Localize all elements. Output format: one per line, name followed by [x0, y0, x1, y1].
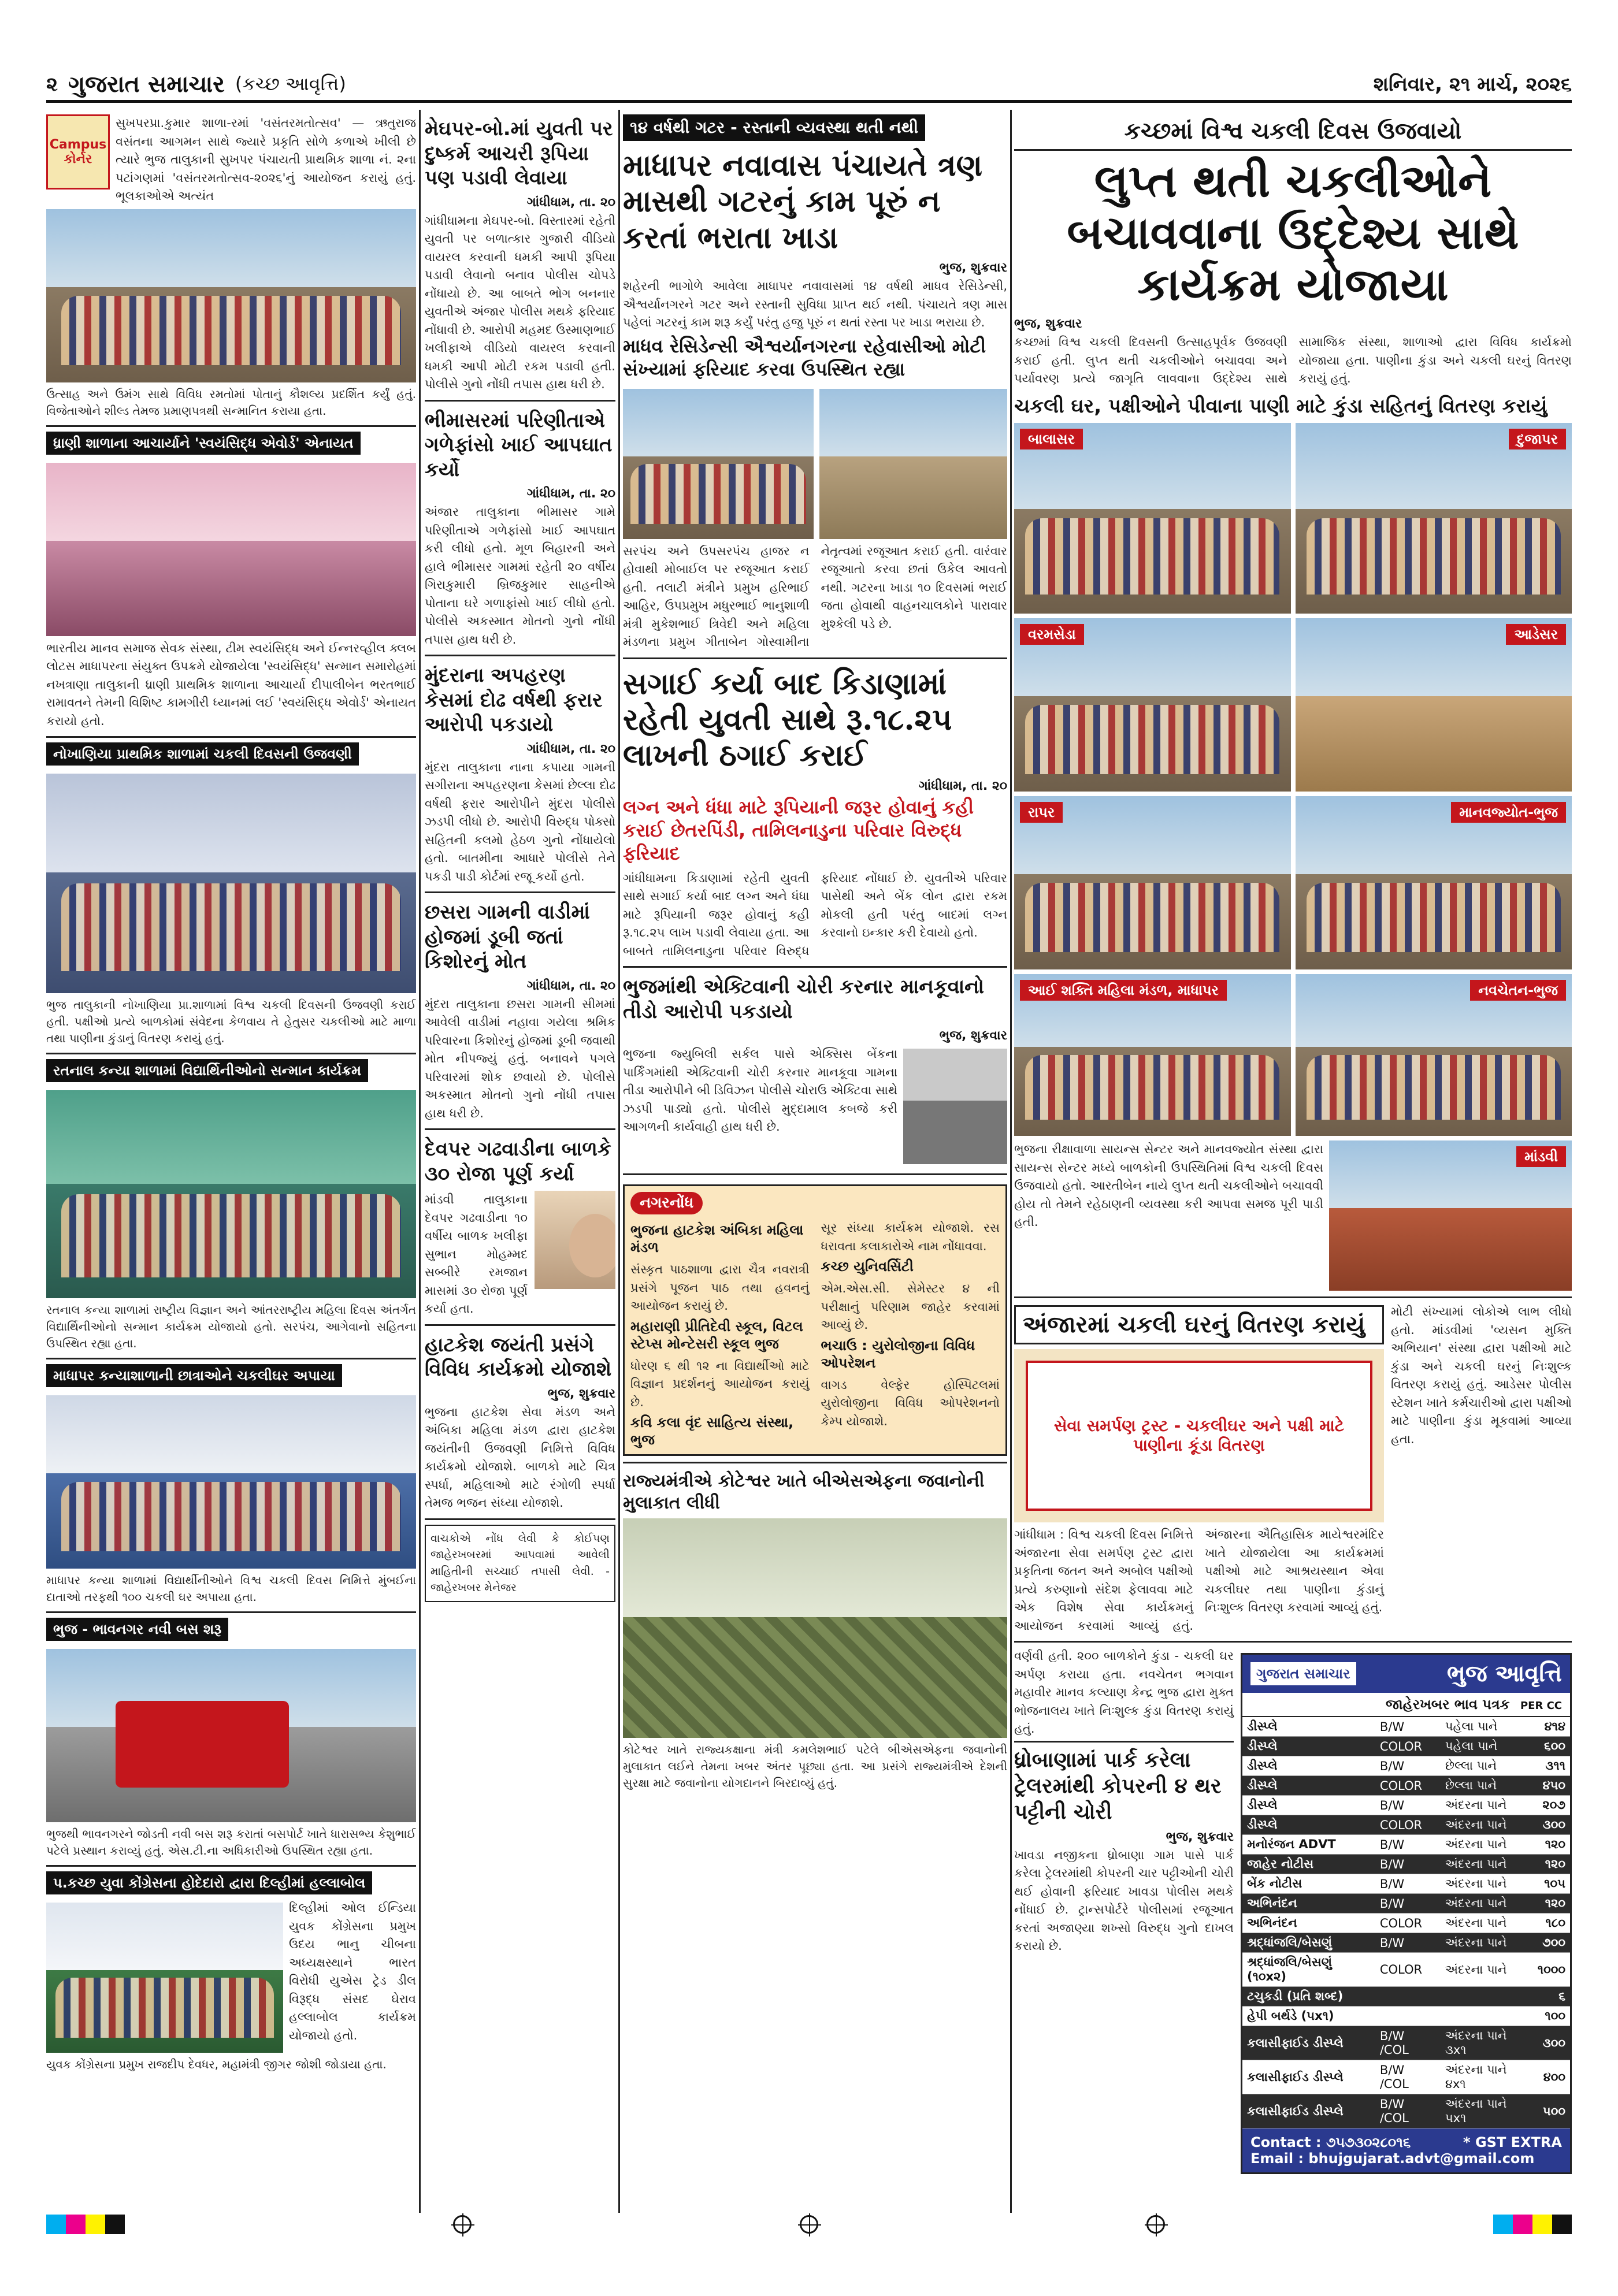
story-text: અંજાર તાલુકાના ભીમાસર ગામે પરિણીતાએ ગળેફાંસો ખાઈ આપઘાત કરી લીધો હતો. મૂળ બિહારની અને હાલે ભીમાસર ગામમાં રહેતી ૨૦ વર્ષીય ગિરાકુમારી બ્રિજકુમાર સાહનીએ પોતાના ઘરે ગળાફાંસો ખાઈ લીધો હતો. પોલીસે અકસ્માત મોતનો ગુનો નોંધી તપાસ હાથ ધરી છે. — [425, 505, 615, 647]
photo-seva-banner — [1014, 1349, 1384, 1522]
story-madhapar-girls — [46, 1359, 416, 1613]
ad-price-cell: ૧૦૫ — [1533, 1874, 1570, 1894]
dateline: ભુજ, શુક્રવાર — [547, 1386, 615, 1401]
ad-color-cell: COLOR — [1375, 1737, 1441, 1756]
story-headline: દેવપર ગઢવાડીના બાળકે ૩૦ રોજા પૂર્ણ કર્યા — [425, 1138, 611, 1186]
photo-caption: રતનાલ કન્યા શાળામાં રાષ્ટ્રીય વિજ્ઞાન અને આંતરરાષ્ટ્રીય મહિલા દિવસ અંતર્ગત વિદ્યાર્થિનીઓનો સન્માન કાર્યક્રમ યોજાયો હતો. સરપંચ, આગેવાનો સહિતના ઉપસ્થિત રહ્યા હતા. — [46, 1303, 416, 1350]
dateline: ગાંધીધામ, તા. ૨૦ — [526, 978, 615, 993]
ad-rate-row — [1242, 1953, 1570, 1987]
park-column — [1014, 1647, 1234, 2174]
story-headline: ધ્રાણી શાળાના આચાર્યાને 'સ્વયંસિદ્ધ એવોર્ડ' એનાયત — [46, 432, 361, 455]
sparrow-bottom-row — [1014, 1140, 1572, 1291]
notice-title: કચ્છ યુનિવર્સિટી — [821, 1258, 914, 1275]
story-text: ખાવડા નજીકના ધ્રોબાણા ગામ પાસે પાર્ક કરેલા ટ્રેલરમાંથી કોપરની ચાર પટ્ટીઓની ચોરી થઈ હોવાની ફરિયાદ ખાવડા પોલીસ મથકે નોંધાઈ છે. ટ્રાન્સપોર્ટરે પોલીસમાં રજૂઆત કરતાં અજાણ્યા શખ્સો વિરુદ્ધ ગુનો દાખલ કરાયો છે. — [1014, 1848, 1234, 1953]
story-text: માંડવી તાલુકાના દેવપર ગઢવાડીના ૧૦ વર્ષીય બાળક ખલીફા સુભાન મોહમ્મદ સબ્બીરે રમજાન માસમાં ૩૦ રોજા પૂર્ણ કર્યા હતા. — [425, 1192, 528, 1316]
bottom-row — [1014, 1647, 1572, 2174]
photo-accused — [903, 1049, 1007, 1164]
notice-text: એમ.એસ.સી. સેમેસ્ટર ૪ ની પરીક્ષાનું પરિણામ જાહેર કરવામાં આવ્યું છે. — [821, 1281, 1000, 1332]
masthead — [46, 68, 1572, 103]
campus-corner-logo: Campus કોર્નર — [46, 114, 110, 190]
story-text: મોટી સંખ્યામાં લોકોએ લાભ લીધો હતો. માંડવીમાં 'વ્યસન મુક્તિ અભિયાન' સંસ્થા દ્વારા પક્ષીઓ માટે કુંડા અને ચકલી ઘરનું નિઃશુલ્ક વિતરણ કરાયું હતું. આડેસર પોલીસ સ્ટેશન ખાતે કર્મચારીઓ દ્વારા પક્ષીઓ માટે પાણીના કુંડા મૂકવામાં આવ્યા હતા. — [1391, 1305, 1572, 1446]
ad-disclaimer — [425, 1520, 615, 1608]
photo-navchetan — [1296, 974, 1572, 1136]
bottom-section — [1014, 1643, 1572, 2180]
ad-type-cell: કલાસીફાઈડ ડીસ્પ્લે — [1242, 2060, 1375, 2094]
photo-caption: ભુજ તાલુકાની નોખાણિયા પ્રા.શાળામાં વિશ્વ ચકલી દિવસની ઉજવણી કરાઈ હતી. પક્ષીઓ પ્રત્યે બાળકોમાં સંવેદના કેળવાય તે હેતુસર ચકલીઓ માટે માળા તથા પાણીના કુંડાનું વિતરણ કરાયું હતું. — [46, 998, 416, 1045]
ad-price-cell: ૭૦૦ — [1533, 1933, 1570, 1953]
story-subhead: ચકલી ઘર, પક્ષીઓને પીવાના પાણી માટે કુંડા સહિતનું વિતરણ કરાયું — [1014, 394, 1548, 418]
story-text: ગાંધીધામ : વિશ્વ ચકલી દિવસ નિમિત્તે અંજારના સેવા સમર્પણ ટ્રસ્ટ દ્વારા પ્રકૃતિના જતન અને અબોલ પક્ષીઓ પ્રત્યે કરુણાનો સંદેશ ફેલાવવા માટે એક વિશેષ સેવા કાર્યક્રમનું આયોજન કરવામાં આવ્યું હતું. અંજારના ઐતિહાસિક માયેશ્વરમંદિર ખાતે યોજાયેલા આ કાર્યક્રમમાં પક્ષીઓ માટે આશ્રયસ્થાન એવા ચકલીઘર તથા પાણીના કુંડાનું નિઃશુલ્ક વિતરણ કરવામાં આવ્યું હતું. — [1014, 1528, 1384, 1633]
ad-color-cell: B/W — [1375, 1894, 1441, 1914]
story-headline: પ.કચ્છ યુવા કોંગ્રેસના હોદેદારો દ્વારા દિલ્હીમાં હલ્લાબોલ — [46, 1871, 372, 1894]
photo-residents — [623, 389, 814, 539]
ad-position-cell — [1441, 2007, 1533, 2026]
boy-photo — [535, 1191, 615, 1289]
ad-color-cell: B/W /COL — [1375, 2060, 1441, 2094]
ad-rate-card — [1241, 1653, 1572, 2174]
ad-type-cell: કલાસીફાઈડ ડીસ્પ્લે — [1242, 2026, 1375, 2060]
story-nokhaniya — [46, 738, 416, 1054]
column-4 — [1014, 110, 1572, 2180]
photo-ratnal-event — [46, 1090, 416, 1298]
photo-caption: કોટેશ્વર ખાતે રાજ્યકક્ષાના મંત્રી કમલેશભાઈ પટેલે બીએસએફના જવાનોની મુલાકાત લઈને તેમના ખબર અંતર પૂછ્યા હતા. આ પ્રસંગે રાજ્યમંત્રીએ દેશની સુરક્ષા માટે જવાનોના યોગદાનને બિરદાવ્યું હતું. — [623, 1743, 1007, 1790]
nagar-nondh-items — [630, 1219, 1000, 1448]
ad-price-cell: ૪૧૪ — [1533, 1717, 1570, 1737]
ad-rate-row — [1242, 2060, 1570, 2094]
photo-mandvi — [1329, 1140, 1572, 1291]
ad-color-cell — [1375, 2007, 1441, 2026]
ad-type-cell: ડીસ્પ્લે — [1242, 1796, 1375, 1815]
ad-price-cell: ૧૨૦ — [1533, 1835, 1570, 1855]
photo-protest — [46, 1903, 283, 2053]
ad-position-cell: અંદરના પાને — [1441, 1894, 1533, 1914]
ad-price-cell: ૧૮૦ — [1533, 1914, 1570, 1933]
campus-block — [46, 114, 416, 206]
photo-dujapar — [1296, 423, 1572, 614]
ad-price-cell: ૧૨૦ — [1533, 1855, 1570, 1874]
story-headline: મેઘપર-બો.માં યુવતી પર દુષ્કર્મ આચરી રૂપિયા પણ પડાવી લેવાયા — [425, 117, 613, 190]
ad-type-cell: ડીસ્પ્લે — [1242, 1776, 1375, 1796]
ad-type-cell: ડીસ્પ્લે — [1242, 1737, 1375, 1756]
story-headline: મુંદરાના અપહરણ કેસમાં દોઢ વર્ષથી ફરાર આરોપી પકડાયો — [425, 664, 603, 736]
ad-rate-table — [1242, 1717, 1570, 2128]
story-text: ભુજના જ્યુબિલી સર્કલ પાસે એક્સિસ બેંકના પાર્કિંગમાંથી એક્ટિવાની ચોરી કરનાર માનકૂવા ગામના તીડા આરોપીને બી ડિવિઝન પોલીસે ચોરાઉ એક્ટિવા સાથે ઝડપી પાડ્યો હતો. પોલીસે મુદ્દામાલ કબજે કરી આગળની કાર્યવાહી હાથ ધરી છે. — [623, 1047, 897, 1134]
photo-potholes — [819, 389, 1007, 539]
photo-caption: ઉત્સાહ અને ઉમંગ સાથે વિવિધ રમતોમાં પોતાનું કૌશલ્ય પ્રદર્શિત કર્યું હતું. વિજેતાઓને શીલ્ડ તેમજ પ્રમાણપત્રથી સન્માનિત કરાયા હતા. — [46, 387, 416, 418]
ad-footer — [1242, 2128, 1570, 2172]
story-meghpar — [425, 110, 615, 402]
ad-rate-row — [1242, 1815, 1570, 1835]
ad-position-cell: અંદરના પાને ૪x૧ — [1441, 2060, 1533, 2094]
photo-new-bus — [46, 1649, 416, 1822]
notice-title: મહારાણી પ્રીતિદેવી સ્કૂલ, વિટલ સ્ટેપ્સ મોન્ટેસરી સ્કૂલ ભુજ — [630, 1318, 803, 1352]
ad-logo: ગુજરાત સમાચાર — [1250, 1662, 1356, 1685]
story-text: ભુજના હાટકેશ સેવા મંડળ અને અંબિકા મહિલા મંડળ દ્વારા હાટકેશ જયંતીની ઉજવણી નિમિત્તે વિવિધ કાર્યક્રમો યોજાશે. બાળકો માટે ચિત્ર સ્પર્ધા, મહિલાઓ માટે રંગોળી સ્પર્ધા તેમજ ભજન સંધ્યા યોજાશે. — [425, 1405, 615, 1510]
issue-date: શનિવાર, ૨૧ માર્ચ, ૨૦૨૬ — [1373, 72, 1572, 96]
ad-color-cell: B/W — [1375, 1874, 1441, 1894]
story-headline: ધ્રોબાણામાં પાર્ક કરેલા ટ્રેલરમાંથી કોપરની ૪ થર પટ્ટીની ચોરી — [1014, 1741, 1234, 1825]
story-ratnal — [46, 1054, 416, 1359]
ad-rate-row — [1242, 1756, 1570, 1776]
page-number: ૨ — [46, 72, 58, 96]
column-divider — [1010, 110, 1012, 2213]
ad-rate-row — [1242, 1933, 1570, 1953]
story-text: ભુજના રીક્ષાવાળા સાયન્સ સેન્ટર અને માનવજ્યોત સંસ્થા દ્વારા સાયન્સ સેન્ટર મધ્યે બાળકોની ઉપસ્થિતિમાં વિશ્વ ચકલી દિવસ ઉજવાયો હતો. આરતીબેન નાયે લુપ્ત થતી ચકલીઓને બચાવવી હોય તો તેમને રહેઠાણની વ્યવસ્થા કરી આપવા સમજ પૂરી પાડી હતી. — [1014, 1142, 1323, 1229]
photo-location-tag: નવચેતન-ભુજ — [1470, 980, 1566, 1001]
registration-mark-icon — [453, 2215, 472, 2234]
ad-type-cell: હેપી બર્થડે (૫x૧) — [1242, 2007, 1375, 2026]
photo-location-tag: માનવજ્યોત-ભુજ — [1451, 802, 1566, 823]
ad-color-cell — [1375, 1987, 1441, 2007]
story-text: ભારતીય માનવ સમાજ સેવક સંસ્થા, ટીમ સ્વયંસિદ્ધ અને ઈન્નરવ્હીલ ક્લબ લોટસ માધાપરના સંયુક્ત ઉપક્રમે યોજાયેલા 'સ્વયંસિદ્ધ' સન્માન સમારોહમાં નખત્રાણા તાલુકાની ધ્રાણી પ્રાથમિક શાળાના આચાર્યા દીપાલીબેન ભરતભાઈ રામાવતને તેમની વિશિષ્ટ કામગીરી ધ્યાનમાં લઈ 'સ્વયંસિદ્ધ એવોર્ડ' એનાયત કરાયો હતો. — [46, 641, 416, 728]
story-text: મુંદરા તાલુકાના નાના કપાયા ગામની સગીરાના અપહરણના કેસમાં છેલ્લા દોઢ વર્ષથી ફરાર આરોપીને મુંદરા પોલીસે ઝડપી લીધો છે. આરોપી વિરુદ્ધ પોક્સો સહિતની કલમો હેઠળ ગુનો નોંધાયેલો હતો. બાતમીના આધારે પોલીસે તેને પકડી પાડી કોર્ટમાં રજૂ કર્યો હતો. — [425, 760, 615, 883]
registration-mark-icon — [1146, 2215, 1165, 2234]
ad-type-cell: શ્રદ્ધાંજલિ/બેસણું — [1242, 1933, 1375, 1953]
photo-location-tag: દુજાપર — [1509, 429, 1566, 449]
nagar-nondh-label: નગરનોંધ — [630, 1192, 703, 1214]
story-text: દિલ્હીમાં ઓલ ઈન્ડિયા યુવક કોંગ્રેસના પ્રમુખ ઉદય ભાનુ ચીબના અધ્યક્ષસ્થાને ભારત વિરોધી યુએસ ટ્રેડ ડીલ વિરૂદ્ધ સંસદ ઘેરાવ હલ્લાબોલ કાર્યક્રમ યોજાયો હતો. — [289, 1901, 416, 2042]
ad-header — [1242, 1655, 1570, 1693]
ad-color-cell: B/W — [1375, 1756, 1441, 1776]
print-marks — [46, 2213, 1572, 2236]
ad-type-cell: અભિનંદન — [1242, 1894, 1375, 1914]
story-award — [46, 427, 416, 738]
ad-type-cell: ડીસ્પ્લે — [1242, 1717, 1375, 1737]
story-headline: માધાપર નવાવાસ પંચાયતે ત્રણ માસથી ગટરનું કામ પૂરું ન કરતાં ભરાતા ખાડા — [623, 148, 982, 255]
story-headline: રતનાલ કન્યા શાળામાં વિદ્યાર્થિનીઓનો સન્માન કાર્યક્રમ — [46, 1059, 368, 1082]
story-headline: હાટકેશ જયંતી પ્રસંગે વિવિધ કાર્યક્રમો યોજાશે — [425, 1333, 612, 1381]
ad-type-cell: જાહેર નોટીસ — [1242, 1855, 1375, 1874]
photo-location-tag: આડેસર — [1506, 624, 1566, 645]
story-text: સુખપરપ્રા.કુમાર શાળા-રમાં 'વસંતરમતોત્સવ' — ઋતુરાજ વસંતના આગમન સાથે જ્યારે પ્રકૃતિ સોળે કળાએ ખીલી છે ત્યારે ભુજ તાલુકાની સુખપર પંચાયતી પ્રાથમિક શાળા નં. ૨ના પટાંગણમાં 'વસંતરમતોત્સવ-૨૦૨૬'નું આયોજન કરાયું હતું. ભૂલકાઓએ અત્યંત — [116, 116, 416, 203]
photo-location-tag: વરમસેડા — [1020, 624, 1084, 645]
ad-email: Email : bhujgujarat.advt@gmail.com — [1250, 2150, 1535, 2167]
ad-color-cell: COLOR — [1375, 1776, 1441, 1796]
ad-price-cell: ૧૦૦૦ — [1533, 1953, 1570, 1987]
notice-title: ભચાઉ : યુરોલોજીના વિવિધ ઓપરેશન — [821, 1337, 975, 1371]
nagar-nondh — [623, 1175, 1007, 1463]
ad-price-cell: ૬ — [1533, 1987, 1570, 2007]
ad-price-cell: ૩૧૧ — [1533, 1756, 1570, 1776]
story-headline: લુપ્ત થતી ચકલીઓને બચાવવાના ઉદ્દેશ્ય સાથે કાર્યક્રમ યોજાયા — [1067, 155, 1519, 311]
ad-type-cell: કલાસીફાઈડ ડીસ્પ્લે — [1242, 2094, 1375, 2128]
story-anjar — [1014, 1298, 1572, 1643]
photo-manavjyot — [1296, 796, 1572, 969]
ad-color-cell: B/W — [1375, 1796, 1441, 1815]
story-text: વર્ણવી હતી. ૨૦૦ બાળકોને કુંડા - ચકલી ઘર અર્પણ કરાયા હતા. નવચેતન ભગવાન મહાવીર માનવ કલ્યાણ કેન્દ્ર ભુજ દ્વારા મુક્ત ભોજનાલય ખાતે નિઃશુલ્ક કુંડા વિતરણ કરાયું હતું. — [1014, 1649, 1234, 1736]
ad-price-cell: ૬૦૦ — [1533, 1737, 1570, 1756]
ad-price-cell: ૩૦૦ — [1533, 2026, 1570, 2060]
dateline: ગાંધીધામ, તા. ૨૦ — [526, 741, 615, 756]
story-campus — [46, 110, 416, 427]
photo-aai-shakti — [1014, 974, 1291, 1136]
ad-rate-row — [1242, 1796, 1570, 1815]
ad-type-cell: શ્રદ્ધાંજલિ/બેસણું (૧૦x૨) — [1242, 1953, 1375, 1987]
brand-name: ગુજરાત સમાચાર — [68, 70, 225, 98]
ad-price-cell: ૧૦૦ — [1533, 2007, 1570, 2026]
notice-title: કવિ કલા વૃંદ સાહિત્ય સંસ્થા, ભુજ — [630, 1414, 794, 1448]
story-text: ગાંધીધામના મેઘપર-બો. વિસ્તારમાં રહેતી યુવતી પર બળાત્કાર ગુજારી વીડિયો વાયરલ કરવાની ધમકી આપી રૂપિયા પડાવી લેવાનો બનાવ પોલીસ ચોપડે નોંધાયો છે. આ બાબતે ભોગ બનનાર યુવતીએ અંજાર પોલીસ મથકે ફરિયાદ નોંધાવી છે. આરોપી મહમદ ઉસ્માણભાઈ ખલીફાએ વીડિયો વાયરલ કરવાની ધમકી આપી મોટી રકમ પડાવી હતી. પોલીસે ગુનો નોંધી તપાસ હાથ ધરી છે. — [425, 213, 615, 391]
ad-price-cell: ૧૨૦ — [1533, 1894, 1570, 1914]
ad-subtitle-text: જાહેરખબર ભાવ પત્રક — [1386, 1696, 1510, 1713]
story-bus — [46, 1613, 416, 1867]
photo-location-tag: રાપર — [1020, 802, 1063, 823]
story-subhead: લગ્ન અને ધંધા માટે રૂપિયાની જરૂર હોવાનું કહી કરાઈ છેતરપિંડી, તામિલનાડુના પરિવાર વિરુદ્ધ ફરિયાદ — [623, 796, 974, 864]
dateline: ગાંધીધામ, તા. ૨૦ — [526, 486, 615, 501]
ad-color-cell: COLOR — [1375, 1953, 1441, 1987]
ad-rate-row — [1242, 1987, 1570, 2007]
story-headline: ભીમાસરમાં પરિણીતાએ ગળેફાંસો ખાઈ આપઘાત કર્યો — [425, 408, 613, 481]
ad-color-cell: B/W — [1375, 1933, 1441, 1953]
ad-position-cell: અંદરના પાને ૫x૧ — [1441, 2094, 1533, 2128]
photo-sports-event — [46, 209, 416, 382]
dateline: ગાંધીધામ, તા. ૨૦ — [526, 195, 615, 210]
ad-rate-row — [1242, 1737, 1570, 1756]
story-bhimasar — [425, 402, 615, 657]
notice-text: સંસ્કૃત પાઠશાળા દ્વારા ચૈત્ર નવરાત્રી પ્રસંગે પૂજન પાઠ તથા હવનનું આયોજન કરાયું છે. — [630, 1262, 810, 1313]
color-swatches — [1493, 2215, 1572, 2234]
photo-caption: ભુજથી ભાવનગરને જોડતી નવી બસ શરૂ કરાતાં બસપોર્ટ ખાતે ધારાસભ્ય કેશુભાઈ પટેલે પ્રસ્થાન કરાવ્યું હતું. એસ.ટી.ના અધિકારીઓ ઉપસ્થિત રહ્યા હતા. — [46, 1827, 416, 1857]
banner-text: સેવા સમર્પણ ટ્રસ્ટ - ચકલીઘર અને પક્ષી માટે પાણીના કૂંડા વિતરણ — [1026, 1361, 1372, 1511]
ad-price-cell: ૪૦૦ — [1533, 2060, 1570, 2094]
ad-position-cell: પહેલા પાને — [1441, 1737, 1533, 1756]
ad-color-cell: B/W /COL — [1375, 2026, 1441, 2060]
photo-school-children — [46, 774, 416, 993]
story-sparrow-day — [1014, 110, 1572, 1298]
story-activa-theft — [623, 968, 1007, 1175]
story-subhead: માધવ રેસિડેન્સી ઐશ્વર્યાનગરના રહેવાસીઓ મોટી સંખ્યામાં ફરિયાદ કરવા ઉપસ્થિત રહ્યા — [623, 335, 986, 380]
ad-position-cell: છેલ્લા પાને — [1441, 1756, 1533, 1776]
notice-title: ભુજના હાટકેશ અંબિકા મહિલા મંડળ — [630, 1222, 804, 1256]
ad-color-cell: COLOR — [1375, 1914, 1441, 1933]
photo-balasar — [1014, 423, 1291, 614]
story-text: શહેરની ભાગોળે આવેલા માધાપર નવાવાસમાં ૧૪ વર્ષથી માધવ રેસિડેન્સી, ઐશ્વર્યાનગરને ગટર અને રસ્તાની સુવિધા પ્રાપ્ત થઈ નથી. પંચાયતે ત્રણ માસ પહેલાં ગટરનું કામ શરૂ કર્યું પરંતુ હજુ પૂરું ન થતાં રસ્તા પર ખાડા ભરાયા છે. — [623, 279, 1007, 330]
registration-mark-icon — [800, 2215, 818, 2234]
story-headline: રાજ્યમંત્રીએ કોટેશ્વર ખાતે બીએસએફના જવાનોની મુલાકાત લીધી — [623, 1471, 985, 1513]
notice-text: ધોરણ ૬ થી ૧૨ ના વિદ્યાર્થીઓ માટે વિજ્ઞાન પ્રદર્શનનું આયોજન કરાયું છે. — [630, 1358, 810, 1409]
story-strap: કચ્છમાં વિશ્વ ચકલી દિવસ ઉજવાયો — [1014, 117, 1572, 151]
story-minister-bsf — [623, 1463, 1007, 1797]
story-strap: ૧૪ વર્ષથી ગટર - રસ્તાની વ્યવસ્થા થતી નથી — [623, 114, 925, 141]
story-text: કચ્છમાં વિશ્વ ચકલી દિવસની ઉત્સાહપૂર્વક ઉજવણી કરાઈ હતી. લુપ્ત થતી ચકલીઓને બચાવવા અને પર્યાવરણ પ્રત્યે જાગૃતિ લાવવાના ઉદ્દેશ્ય સાથે સામાજિક સંસ્થા, શાળાઓ દ્વારા વિવિધ કાર્યક્રમો યોજાયા હતા. પાણીના કુંડા અને ચકલી ઘરનું વિતરણ કરાયું હતું. — [1014, 335, 1572, 386]
anjar-block — [1014, 1303, 1572, 1635]
ad-type-cell: ટચુકડી (પ્રતિ શબ્દ) — [1242, 1987, 1375, 2007]
nagar-nondh-box — [623, 1184, 1007, 1456]
ad-subtitle — [1242, 1693, 1570, 1717]
ad-gst-note: * GST EXTRA — [1463, 2134, 1562, 2151]
ad-type-cell: બેંક નોટીસ — [1242, 1874, 1375, 1894]
dateline: ભુજ, શુક્રવાર — [939, 261, 1007, 276]
ad-position-cell: અંદરના પાને — [1441, 1815, 1533, 1835]
ad-rate-row — [1242, 1914, 1570, 1933]
story-mundra — [425, 656, 615, 893]
ad-position-cell: અંદરના પાને — [1441, 1874, 1533, 1894]
photo-row — [623, 385, 1007, 543]
ad-color-cell: B/W — [1375, 1835, 1441, 1855]
story-headline: અંજારમાં ચકલી ઘરનું વિતરણ કરાયું — [1014, 1305, 1384, 1344]
masthead-left — [46, 70, 346, 98]
ad-per-cc: PER CC — [1520, 1700, 1562, 1712]
ad-position-cell: અંદરના પાને ૩x૧ — [1441, 2026, 1533, 2060]
dateline: ભુજ, શુક્રવાર — [1014, 317, 1082, 332]
story-headline: નોખાણિયા પ્રાથમિક શાળામાં ચકલી દિવસની ઉજવણી — [46, 742, 359, 766]
photo-location-tag: આઈ શક્તિ મહિલા મંડળ, માધાપર — [1020, 980, 1227, 1001]
ad-contact: Contact : ૭૫૭૩૦૨૮૦૧૬ — [1250, 2134, 1411, 2151]
ad-type-cell: ડીસ્પ્લે — [1242, 1756, 1375, 1776]
ad-type-cell: ડીસ્પ્લે — [1242, 1815, 1375, 1835]
ad-rate-row — [1242, 2026, 1570, 2060]
story-headline: છસરા ગામની વાડીમાં હોજમાં ડૂબી જતાં કિશોરનું મોત — [425, 901, 590, 973]
ad-color-cell: COLOR — [1375, 1815, 1441, 1835]
youth-congress-block — [46, 1899, 416, 2056]
photo-varamseda — [1014, 618, 1291, 792]
ad-price-cell: ૫૦૦ — [1533, 2094, 1570, 2128]
notice-text: વાગડ વેલ્ફેર હોસ્પિટલમાં યુરોલોજીના વિવિધ ઓપરેશનનો કેમ્પ યોજાશે. — [821, 1377, 1000, 1428]
story-headline: સગાઈ કર્યા બાદ કિડાણામાં રહેતી યુવતી સાથે રૂ.૧૮.૨૫ લાખની ઠગાઈ કરાઈ — [623, 666, 952, 774]
ad-position-cell: અંદરના પાને — [1441, 1835, 1533, 1855]
photo-bsf-visit — [623, 1518, 1007, 1738]
story-text: ગાંધીધામના કિડાણામાં રહેતી યુવતી સાથે સગાઈ કર્યા બાદ લગ્ન અને ધંધા માટે રૂપિયાની જરૂર હોવાનું કહી રૂ.૧૮.૨૫ લાખ પડાવી લેવાયા હતા. આ બાબતે તામિલનાડુના પરિવાર વિરુદ્ધ ફરિયાદ નોંધાઈ છે. યુવતીએ પરિવાર પાસેથી અને બેંક લોન દ્વારા રકમ મોકલી હતી પરંતુ બાદમાં લગ્ન કરવાનો ઇન્કાર કરી દેવાયો હતો. — [623, 871, 1007, 958]
ad-position-cell: પહેલા પાને — [1441, 1717, 1533, 1737]
ad-position-cell: છેલ્લા પાને — [1441, 1776, 1533, 1796]
dateline: ભુજ, શુક્રવાર — [1166, 1829, 1234, 1844]
ad-price-cell: ૩૦૦ — [1533, 1815, 1570, 1835]
story-devpar — [425, 1130, 615, 1326]
dateline: ગાંધીધામ, તા. ૨૦ — [918, 778, 1007, 793]
ad-position-cell — [1441, 1987, 1533, 2007]
column-2 — [425, 110, 615, 1608]
ad-rate-row — [1242, 2094, 1570, 2128]
photo-adesar — [1296, 618, 1572, 792]
ad-position-cell: અંદરના પાને — [1441, 1914, 1533, 1933]
photo-location-tag: માંડવી — [1516, 1146, 1566, 1167]
story-hatkesh — [425, 1326, 615, 1520]
ad-rate-row — [1242, 1835, 1570, 1855]
story-headline: ભુજમાંથી એક્ટિવાની ચોરી કરનાર માનકૂવાનો તીડો આરોપી પકડાયો — [623, 975, 985, 1023]
ad-rate-row — [1242, 1894, 1570, 1914]
color-swatches — [46, 2215, 125, 2234]
notice-text: સૂર સંધ્યા કાર્યક્રમ યોજાશે. રસ ધરાવતા કલાકારોએ નામ નોંધાવવા. — [821, 1221, 1000, 1253]
edition-label: (કચ્છ આવૃત્તિ) — [235, 73, 346, 95]
story-youth-congress — [46, 1867, 416, 2079]
disclaimer-text: વાચકોએ નોંધ લેવી કે કોઈપણ જાહેરખબરમાં આપવામાં આવેલી માહિતીની સચ્ચાઈ તપાસી લેવી. - જાહેરખબર મેનેજર — [425, 1525, 615, 1602]
ad-type-cell: અભિનંદન — [1242, 1914, 1375, 1933]
photo-award — [46, 463, 416, 636]
ad-contact-row — [1250, 2134, 1562, 2150]
anjar-main — [1014, 1303, 1384, 1635]
story-text: સરપંચ અને ઉપસરપંચ હાજર ન હોવાથી મોબાઈલ પર રજૂઆત કરાઈ હતી. તલાટી મંત્રીને પ્રમુખ હરિભાઈ આહિર, ઉપપ્રમુખ મધુરભાઈ ભાનુશાળી મંત્રી મુકેશભાઈ ત્રિવેદી અને મહિલા મંડળના પ્રમુખ ગીતાબેન ગોસ્વામીના નેતૃત્વમાં રજૂઆત કરાઈ હતી. વારંવાર રજૂઆતો કરવા છતાં ઉકેલ આવતો નથી. ગટરના ખાડા ૧૦ દિવસમાં ભરાઈ જતા હોવાથી વાહનચાલકોને પારાવાર મુશ્કેલી પડે છે. — [623, 544, 1007, 649]
photo-madhapar-girls — [46, 1395, 416, 1569]
story-chhasra — [425, 893, 615, 1130]
column-divider — [618, 110, 620, 2213]
story-headline: ભુજ - ભાવનગર નવી બસ શરૂ — [46, 1618, 228, 1641]
ad-rate-row — [1242, 2007, 1570, 2026]
photo-caption: યુવક કોંગ્રેસના પ્રમુખ રાજદીપ દેવધર, મહામંત્રી જીગર જોશી જોડાયા હતા. — [46, 2057, 387, 2071]
ad-color-cell: B/W /COL — [1375, 2094, 1441, 2128]
ad-price-cell: ૨૦૭ — [1533, 1796, 1570, 1815]
column-1 — [46, 110, 416, 2079]
ad-price-cell: ૪૫૦ — [1533, 1776, 1570, 1796]
story-headline: માધાપર કન્યાશાળાની છાત્રાઓને ચકલીઘર અપાયા — [46, 1364, 342, 1387]
column-3 — [623, 110, 1007, 1797]
ad-position-cell: અંદરના પાને — [1441, 1953, 1533, 1987]
ad-rate-row — [1242, 1776, 1570, 1796]
dateline: ભુજ, શુક્રવાર — [939, 1028, 1007, 1043]
story-text: મુંદરા તાલુકાના છસરા ગામની સીમમાં આવેલી વાડીમાં નહાવા ગયેલા શ્રમિક પરિવારના કિશોરનું હોજમાં ડૂબી જવાથી મોત નીપજ્યું હતું. બનાવને પગલે પરિવારમાં શોક છવાયો છે. પોલીસે અકસ્માત મોતનો ગુનો નોંધી તપાસ હાથ ધરી છે. — [425, 997, 615, 1120]
ad-rate-row — [1242, 1874, 1570, 1894]
photo-rapar — [1014, 796, 1291, 969]
story-kidana-fraud — [623, 659, 1007, 968]
story-madhapar-drainage — [623, 110, 1007, 659]
photo-caption: માધાપર કન્યા શાળામાં વિદ્યાર્થીનીઓને વિશ્વ ચકલી દિવસ નિમિત્તે મુંબઈના દાતાઓ તરફથી ૧૦૦ ચકલી ઘર અપાયા હતા. — [46, 1573, 416, 1604]
ad-position-cell: અંદરના પાને — [1441, 1855, 1533, 1874]
ad-type-cell: મનોરંજન ADVT — [1242, 1835, 1375, 1855]
ad-color-cell: B/W — [1375, 1717, 1441, 1737]
ad-edition: ભુજ આવૃત્તિ — [1446, 1660, 1562, 1688]
activa-block — [623, 1045, 1007, 1168]
ad-position-cell: અંદરના પાને — [1441, 1933, 1533, 1953]
ad-rate-row — [1242, 1717, 1570, 1737]
ad-rate-row — [1242, 1855, 1570, 1874]
ad-color-cell: B/W — [1375, 1855, 1441, 1874]
ad-position-cell: અંદરના પાને — [1441, 1796, 1533, 1815]
photo-location-tag: બાલાસર — [1020, 429, 1083, 449]
column-divider — [419, 110, 421, 2213]
photo-grid — [1014, 423, 1572, 1136]
